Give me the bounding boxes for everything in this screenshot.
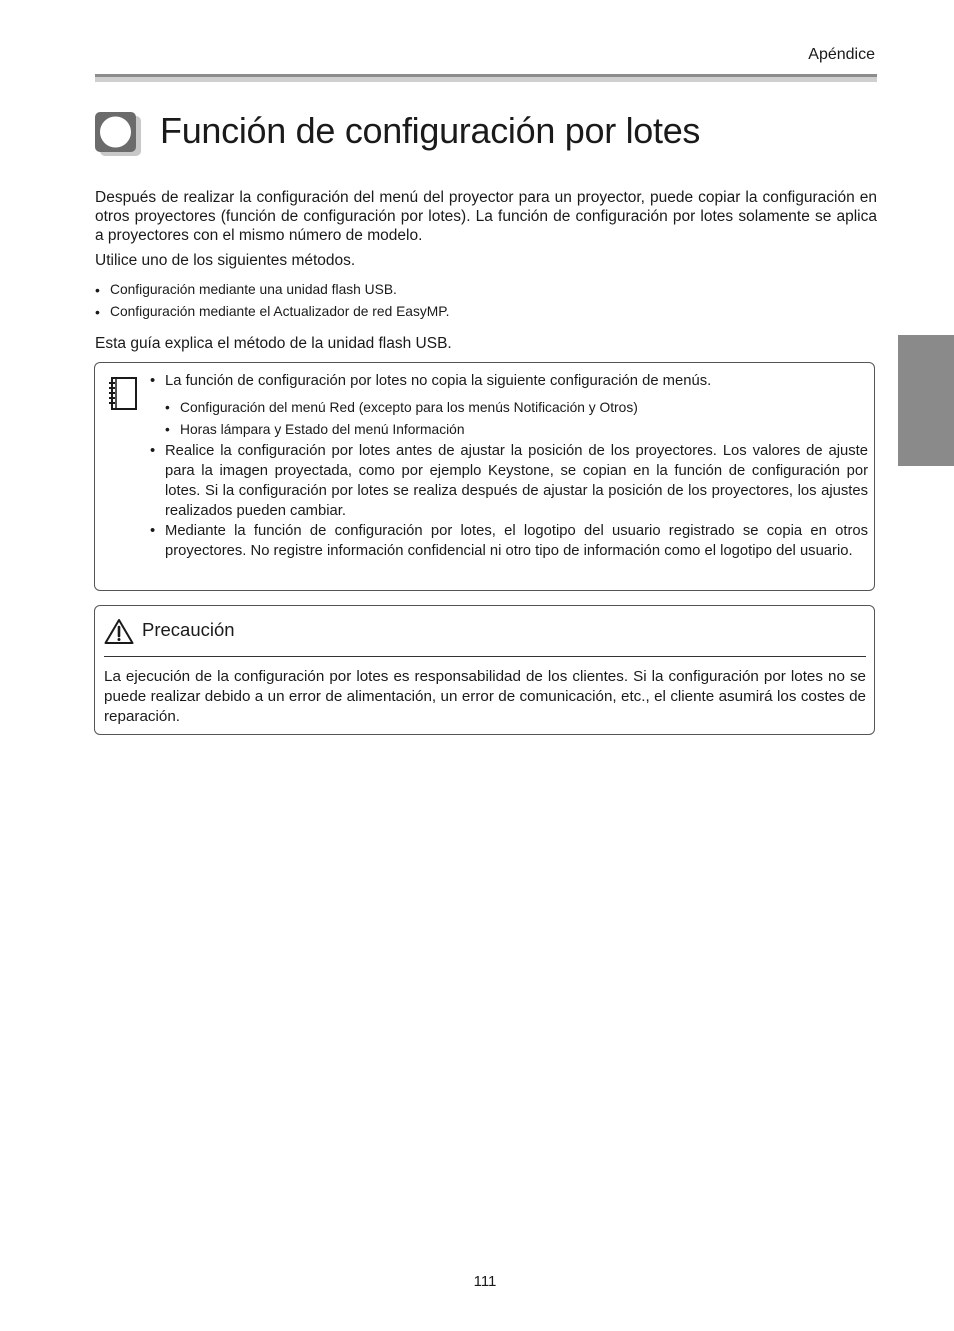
note-item: • Mediante la función de configuración por lotes, el logotipo del usuario registrado se copia en otros proyectores. No registre información confidencial ni otro tipo de información como el logotipo del usuario. [150,521,868,561]
caution-box [94,605,875,735]
note-icon [107,375,139,411]
caution-divider [104,656,866,657]
note-sub-list [165,397,868,441]
warning-icon [104,618,134,645]
list-item: • Configuración mediante una unidad flash USB. [95,280,450,302]
methods-lead: Utilice uno de los siguientes métodos. [95,252,356,269]
page-number: 111 [473,1273,497,1290]
guide-line: Esta guía explica el método de la unidad flash USB. [95,335,452,352]
note-list [150,371,868,561]
page-title: Función de configuración por lotes [160,110,701,151]
intro-paragraph: Después de realizar la configuración del menú del proyector para un proyector, puede copiar la configuración en otros proyectores (función de configuración por lotes). La función de configuración por lotes solamente se aplica a proyectores con el mismo número de modelo. [95,189,877,244]
header-section-label: Apéndice [808,46,875,63]
side-tab [898,335,954,466]
chapter-square-icon [95,112,141,156]
list-item: • Configuración mediante el Actualizador de red EasyMP. [95,302,450,324]
header-rule [95,74,877,82]
methods-list [95,280,450,324]
note-sub-item: • Horas lámpara y Estado del menú Información [165,419,868,441]
note-item: • Realice la configuración por lotes antes de ajustar la posición de los proyectores. Los valores de ajuste para la imagen proyectada, como por ejemplo Keystone, se copian en la función de configuración por lotes. Si la configuración por lotes se realiza después de ajustar la posición de los proyectores, los ajustes realizados pueden cambiar. [150,441,868,521]
note-item [150,371,868,441]
note-box [94,362,875,591]
note-sub-item: • Configuración del menú Red (excepto para los menús Notificación y Otros) [165,397,868,419]
caution-text: La ejecución de la configuración por lotes es responsabilidad de los clientes. Si la configuración por lotes no se puede realizar debido a un error de alimentación, un error de comunicación, etc., el cliente asumirá los costes de reparación. [104,668,866,725]
caution-title: Precaución [142,619,235,640]
note-item-text: La función de configuración por lotes no copia la siguiente configuración de menús. [165,373,712,389]
